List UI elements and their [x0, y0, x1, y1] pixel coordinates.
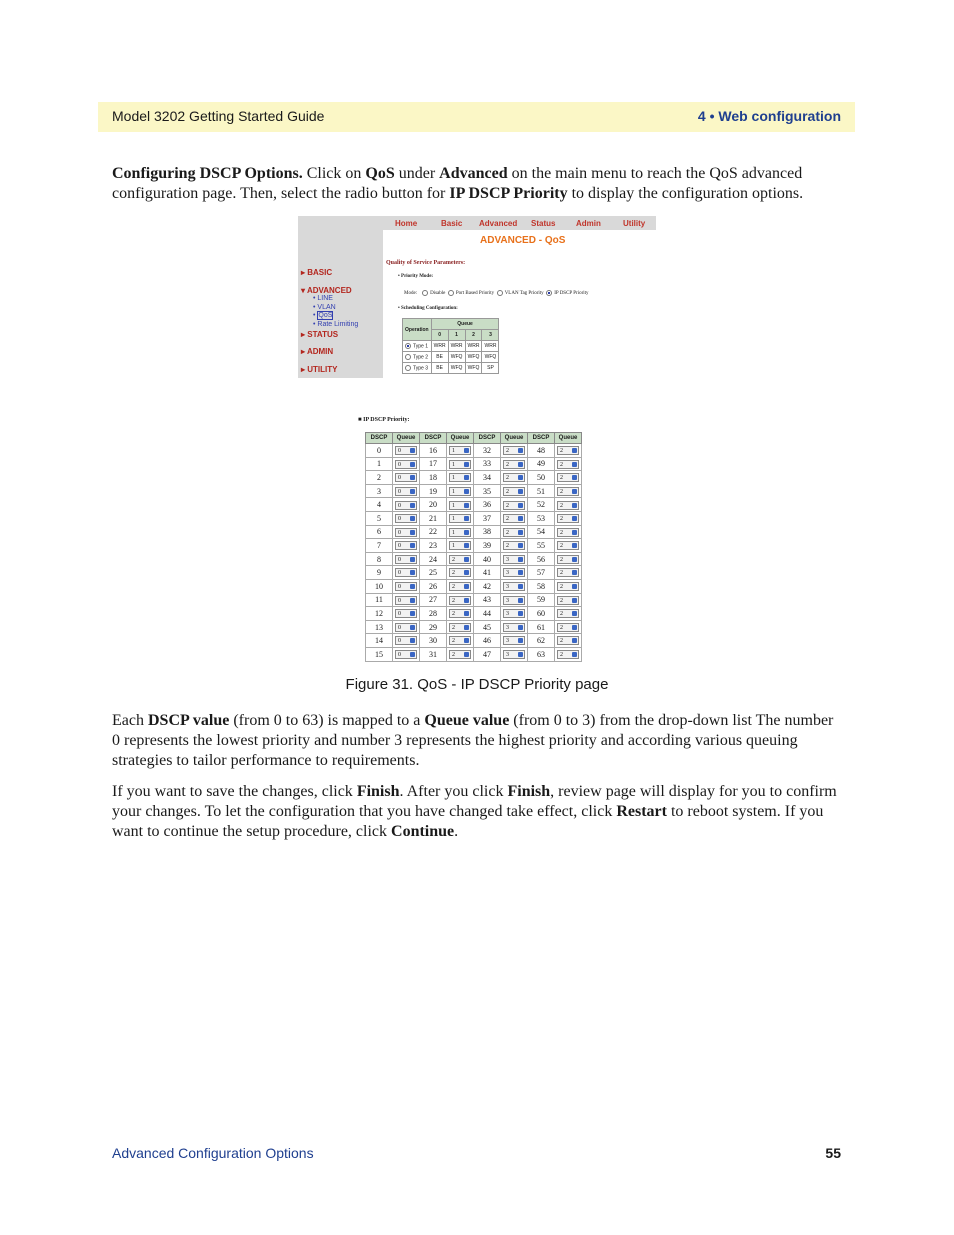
dscp-value: 44	[474, 607, 501, 621]
queue-select[interactable]: 2	[557, 446, 579, 455]
table-row	[366, 566, 582, 580]
queue-select[interactable]: 2	[557, 555, 579, 564]
dscp-value: 13	[366, 620, 393, 634]
queue-select[interactable]: 0	[395, 555, 417, 564]
radio-type3[interactable]	[405, 365, 411, 371]
queue-select[interactable]: 0	[395, 473, 417, 482]
dscp-value: 9	[366, 566, 393, 580]
radio-type2[interactable]	[405, 354, 411, 360]
queue-select[interactable]: 2	[449, 609, 471, 618]
queue-select[interactable]: 2	[503, 473, 525, 482]
radio-ip-dscp[interactable]	[546, 290, 552, 296]
queue-select[interactable]: 2	[557, 596, 579, 605]
dscp-column-header: DSCP	[474, 433, 501, 444]
priority-mode-label: • Priority Mode:	[398, 274, 434, 279]
table-row	[366, 634, 582, 648]
queue-select[interactable]: 2	[557, 528, 579, 537]
queue-select[interactable]: 1	[449, 487, 471, 496]
dscp-value: 32	[474, 444, 501, 458]
queue-select[interactable]: 2	[503, 541, 525, 550]
dscp-value: 34	[474, 471, 501, 485]
queue-select[interactable]: 3	[503, 582, 525, 591]
queue-select[interactable]: 2	[557, 609, 579, 618]
radio-vlan-tag[interactable]	[497, 290, 503, 296]
dscp-value: 26	[420, 579, 447, 593]
queue-select[interactable]: 1	[449, 528, 471, 537]
table-row: Type 3 BE WFQ WFQ SP	[403, 363, 499, 374]
queue-select[interactable]: 2	[557, 487, 579, 496]
dscp-value: 43	[474, 593, 501, 607]
dscp-value: 30	[420, 634, 447, 648]
section-heading: Configuring DSCP Options.	[112, 165, 303, 182]
queue-select[interactable]: 2	[557, 636, 579, 645]
queue-select[interactable]: 3	[503, 623, 525, 632]
table-row	[366, 471, 582, 485]
radio-type1[interactable]	[405, 343, 411, 349]
nav-admin[interactable]: Admin	[576, 219, 601, 228]
dscp-value: 10	[366, 579, 393, 593]
dscp-value: 61	[528, 620, 555, 634]
figure-caption: Figure 31. QoS - IP DSCP Priority page	[345, 676, 609, 693]
mapping-paragraph: Each DSCP value (from 0 to 63) is mapped to a Queue value (from 0 to 3) from the drop-down list The number 0 represents the lowest priority and number 3 represents the highest priority and according various queuing strategies to tailor performance to requirements.	[112, 712, 834, 769]
operation-header: Operation	[403, 319, 432, 341]
dscp-value: 23	[420, 539, 447, 553]
queue-select[interactable]: 2	[503, 514, 525, 523]
sidebar-sub-qos[interactable]: • QoS	[313, 312, 333, 319]
dscp-value: 59	[528, 593, 555, 607]
queue-select[interactable]: 2	[503, 446, 525, 455]
dscp-value: 31	[420, 647, 447, 661]
page-number: 55	[825, 1145, 841, 1161]
dscp-value: 62	[528, 634, 555, 648]
nav-basic[interactable]: Basic	[441, 219, 463, 228]
dscp-value: 25	[420, 566, 447, 580]
queue-select[interactable]: 2	[449, 636, 471, 645]
dscp-value: 4	[366, 498, 393, 512]
table-row	[366, 511, 582, 525]
dscp-value: 22	[420, 525, 447, 539]
table-row	[366, 647, 582, 661]
nav-utility[interactable]: Utility	[623, 219, 646, 228]
dscp-value: 53	[528, 511, 555, 525]
queue-select[interactable]: 0	[395, 636, 417, 645]
dscp-value: 21	[420, 511, 447, 525]
dscp-value: 40	[474, 552, 501, 566]
queue-select[interactable]: 1	[449, 541, 471, 550]
dscp-value: 45	[474, 620, 501, 634]
dscp-value: 6	[366, 525, 393, 539]
dscp-value: 7	[366, 539, 393, 553]
queue-select[interactable]: 2	[503, 501, 525, 510]
queue-select[interactable]: 2	[503, 487, 525, 496]
dscp-column-header: DSCP	[366, 433, 393, 444]
mode-row: Mode: Disable Port Based Priority VLAN Tag Priority IP DSCP Priority	[404, 291, 589, 297]
sidebar-basic[interactable]: ▸ BASIC	[301, 268, 333, 277]
qos-params-heading: Quality of Service Parameters:	[386, 260, 466, 266]
dscp-value: 0	[366, 444, 393, 458]
dscp-value: 16	[420, 444, 447, 458]
dscp-value: 2	[366, 471, 393, 485]
dscp-value: 8	[366, 552, 393, 566]
dscp-value: 50	[528, 471, 555, 485]
queue-select[interactable]: 0	[395, 582, 417, 591]
dscp-value: 63	[528, 647, 555, 661]
scheduling-label: • Scheduling Configuration:	[398, 306, 458, 311]
queue-select[interactable]: 0	[395, 596, 417, 605]
dscp-column-header: Queue	[447, 433, 474, 444]
page-header	[98, 102, 855, 132]
table-row: Type 1 WRR WRR WRR WRR	[403, 341, 499, 352]
dscp-value: 36	[474, 498, 501, 512]
dscp-value: 37	[474, 511, 501, 525]
queue-select[interactable]: 1	[449, 460, 471, 469]
dscp-value: 41	[474, 566, 501, 580]
dscp-value: 49	[528, 457, 555, 471]
table-row	[366, 620, 582, 634]
dscp-value: 60	[528, 607, 555, 621]
dscp-column-header: DSCP	[528, 433, 555, 444]
queue-select[interactable]: 2	[557, 473, 579, 482]
queue-select[interactable]: 0	[395, 501, 417, 510]
queue-select[interactable]: 2	[557, 541, 579, 550]
sidebar-utility[interactable]: ▸ UTILITY	[301, 365, 338, 374]
dscp-value: 17	[420, 457, 447, 471]
dscp-value: 39	[474, 539, 501, 553]
chapter-title: 4 • Web configuration	[697, 108, 841, 124]
dscp-value: 14	[366, 634, 393, 648]
dscp-value: 5	[366, 511, 393, 525]
dscp-value: 55	[528, 539, 555, 553]
queue-select[interactable]: 1	[449, 446, 471, 455]
queue-select[interactable]: 2	[449, 650, 471, 659]
intro-paragraph: Configuring DSCP Options. Click on QoS under Advanced on the main menu to reach the QoS advanced configuration page. Then, select the radio button for IP DSCP Priority to display the configuration options.	[112, 165, 804, 202]
queue-select[interactable]: 0	[395, 514, 417, 523]
dscp-label: ■ IP DSCP Priority:	[358, 417, 410, 423]
dscp-value: 38	[474, 525, 501, 539]
table-row	[366, 552, 582, 566]
dscp-value: 24	[420, 552, 447, 566]
dscp-value: 52	[528, 498, 555, 512]
sidebar-sub-rate-limiting[interactable]: • Rate Limiting	[313, 321, 359, 328]
dscp-value: 15	[366, 647, 393, 661]
queue-select[interactable]: 0	[395, 528, 417, 537]
dscp-value: 35	[474, 484, 501, 498]
scheduling-table: Operation Queue 0 1 2 3 Type 1 WRR WRR WRR WRR Type 2 BE WFQ WFQ WFQ Type 3 BE WFQ WFQ SP	[402, 318, 499, 374]
dscp-value: 54	[528, 525, 555, 539]
queue-select[interactable]: 2	[557, 582, 579, 591]
queue-select[interactable]: 1	[449, 473, 471, 482]
dscp-value: 11	[366, 593, 393, 607]
dscp-value: 46	[474, 634, 501, 648]
nav-advanced[interactable]: Advanced	[479, 219, 518, 228]
footer-section: Advanced Configuration Options	[112, 1145, 314, 1161]
dscp-column-header: Queue	[501, 433, 528, 444]
table-row	[366, 539, 582, 553]
queue-select[interactable]: 2	[557, 623, 579, 632]
guide-title: Model 3202 Getting Started Guide	[112, 108, 325, 124]
queue-select[interactable]: 0	[395, 568, 417, 577]
table-row	[366, 484, 582, 498]
queue-select[interactable]: 0	[395, 650, 417, 659]
sidebar-sub-vlan[interactable]: • VLAN	[313, 304, 336, 311]
top-nav	[383, 216, 656, 230]
dscp-value: 12	[366, 607, 393, 621]
dscp-value: 28	[420, 607, 447, 621]
sidebar-sub-line[interactable]: • LINE	[313, 295, 333, 302]
sidebar-admin[interactable]: ▸ ADMIN	[301, 347, 334, 356]
queue-select[interactable]: 2	[557, 514, 579, 523]
dscp-value: 3	[366, 484, 393, 498]
table-row	[366, 579, 582, 593]
queue-select[interactable]: 0	[395, 623, 417, 632]
dscp-value: 19	[420, 484, 447, 498]
queue-select[interactable]: 2	[557, 460, 579, 469]
queue-select[interactable]: 0	[395, 609, 417, 618]
table-row	[366, 444, 582, 458]
queue-select[interactable]: 0	[395, 541, 417, 550]
queue-select[interactable]: 3	[503, 555, 525, 564]
dscp-value: 56	[528, 552, 555, 566]
dscp-column-header: Queue	[393, 433, 420, 444]
queue-select[interactable]: 2	[557, 568, 579, 577]
queue-select[interactable]: 2	[449, 555, 471, 564]
sidebar-status[interactable]: ▸ STATUS	[301, 330, 339, 339]
queue-select[interactable]: 1	[449, 514, 471, 523]
dscp-value: 20	[420, 498, 447, 512]
queue-select[interactable]: 1	[449, 501, 471, 510]
queue-header: Queue	[431, 319, 499, 330]
queue-select[interactable]: 2	[449, 568, 471, 577]
dscp-value: 29	[420, 620, 447, 634]
dscp-value: 18	[420, 471, 447, 485]
table-row	[366, 457, 582, 471]
table-row: Type 2 BE WFQ WFQ WFQ	[403, 352, 499, 363]
queue-select[interactable]: 2	[557, 501, 579, 510]
dscp-value: 47	[474, 647, 501, 661]
table-row	[366, 525, 582, 539]
nav-status[interactable]: Status	[531, 219, 556, 228]
queue-select[interactable]: 3	[503, 596, 525, 605]
queue-select[interactable]: 0	[395, 446, 417, 455]
queue-select[interactable]: 3	[503, 568, 525, 577]
queue-select[interactable]: 3	[503, 609, 525, 618]
queue-select[interactable]: 2	[449, 582, 471, 591]
save-paragraph: If you want to save the changes, click Finish. After you click Finish, review page will display for you to confirm your changes. To let the configuration that you have changed take effect, click Restart to reboot system. If you want to continue the setup procedure, click Continue.	[112, 783, 837, 840]
queue-select[interactable]: 3	[503, 636, 525, 645]
dscp-value: 48	[528, 444, 555, 458]
qos-screenshot	[298, 216, 656, 378]
dscp-value: 57	[528, 566, 555, 580]
dscp-value: 27	[420, 593, 447, 607]
radio-disable[interactable]	[422, 290, 428, 296]
queue-select[interactable]: 0	[395, 460, 417, 469]
queue-select[interactable]: 2	[503, 528, 525, 537]
queue-select[interactable]: 2	[557, 650, 579, 659]
dscp-value: 42	[474, 579, 501, 593]
table-row	[366, 498, 582, 512]
dscp-value: 51	[528, 484, 555, 498]
dscp-column-header: Queue	[555, 433, 582, 444]
queue-select[interactable]: 2	[449, 596, 471, 605]
queue-select[interactable]: 2	[503, 460, 525, 469]
dscp-table	[365, 432, 582, 662]
table-row	[366, 607, 582, 621]
dscp-value: 1	[366, 457, 393, 471]
queue-select[interactable]: 0	[395, 487, 417, 496]
dscp-column-header: DSCP	[420, 433, 447, 444]
queue-select[interactable]: 3	[503, 650, 525, 659]
sidebar-advanced[interactable]: ▾ ADVANCED	[301, 286, 352, 295]
table-row	[366, 593, 582, 607]
page-title: ADVANCED - QoS	[480, 235, 566, 246]
queue-select[interactable]: 2	[449, 623, 471, 632]
dscp-value: 33	[474, 457, 501, 471]
radio-port-based[interactable]	[448, 290, 454, 296]
nav-home[interactable]: Home	[395, 219, 418, 228]
dscp-value: 58	[528, 579, 555, 593]
